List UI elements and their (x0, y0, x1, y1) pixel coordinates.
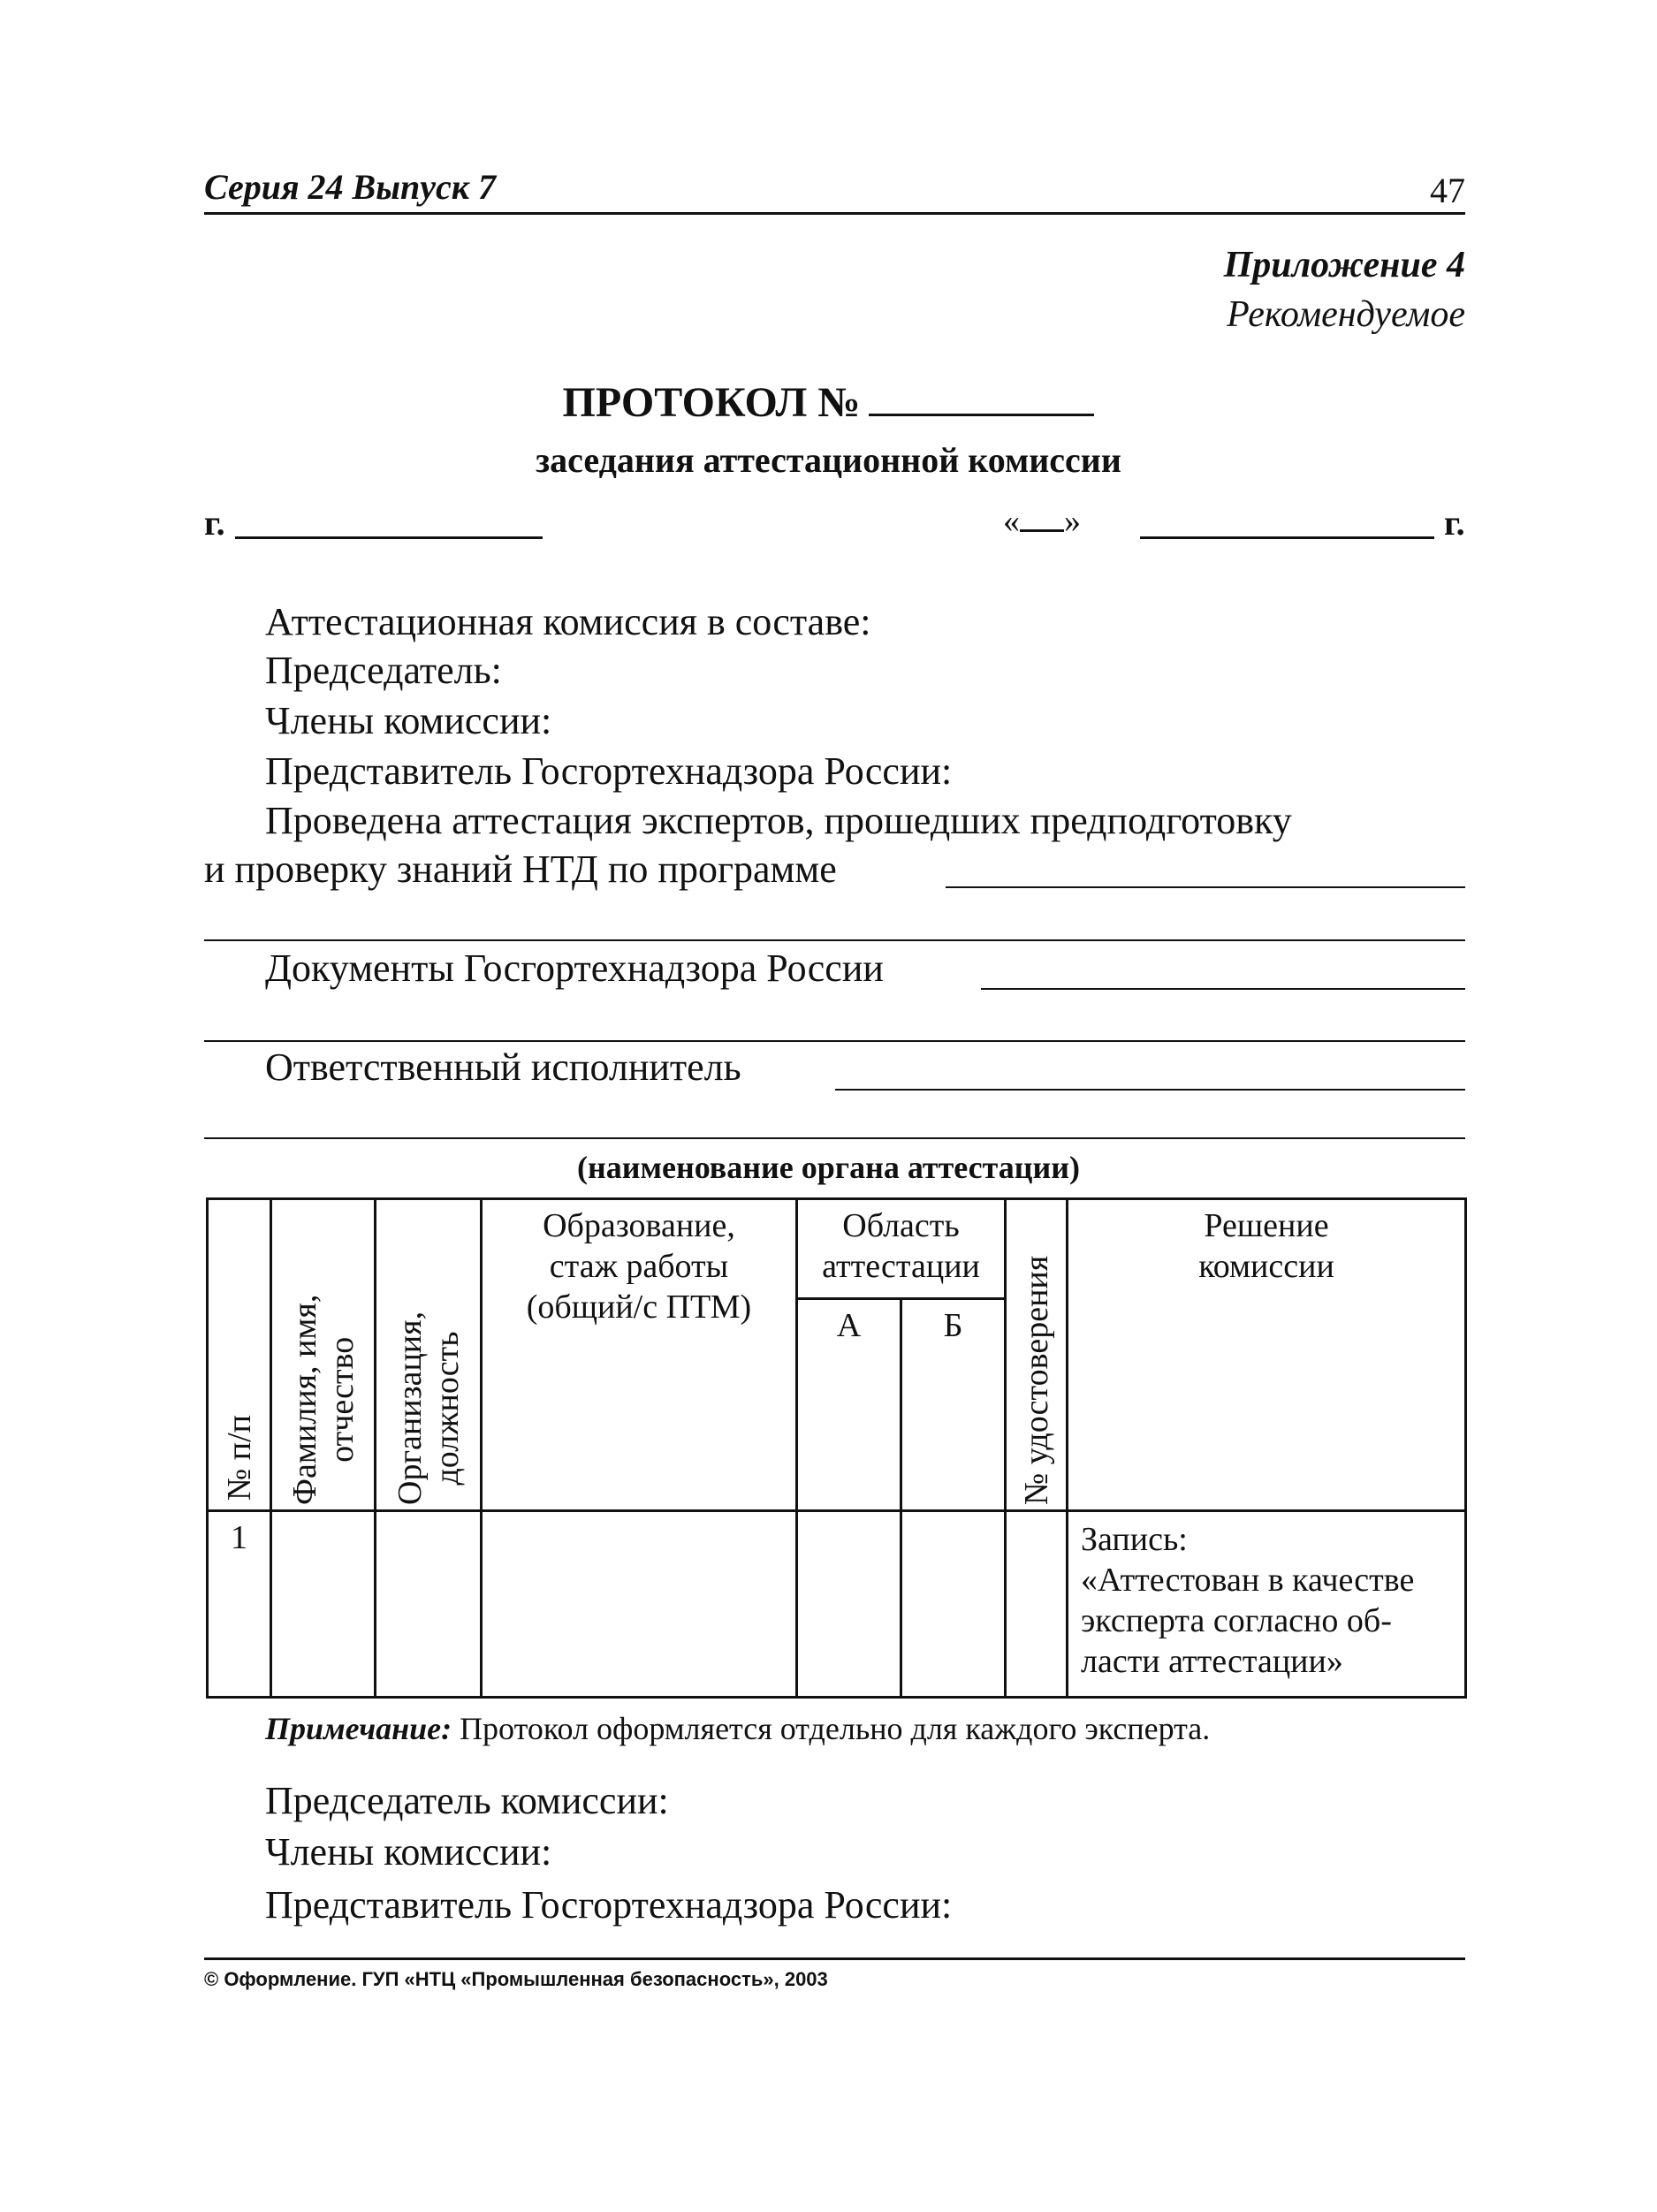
row-decision-line4: ласти аттестации» (1081, 1643, 1343, 1680)
note-label: Примечание: (265, 1711, 452, 1746)
attestation-body-blank[interactable] (204, 1137, 1465, 1139)
header-education (482, 1199, 797, 1511)
header-org-line1: Организация, (391, 1311, 429, 1505)
protocol-subtitle: заседания аттестационной комиссии (536, 440, 1121, 480)
appendix-status: Рекомендуемое (1227, 294, 1465, 335)
header-org-line2: должность (428, 1331, 466, 1486)
note (265, 1710, 1210, 1747)
row-decision-line2: «Аттестован в качестве (1081, 1562, 1415, 1599)
row-area-b-cell[interactable] (901, 1511, 1006, 1698)
city-prefix: г. (204, 503, 225, 543)
signature-members: Члены комиссии: (265, 1830, 552, 1874)
conducted-line-2: и проверку знаний НТД по программе (204, 848, 837, 891)
chairman-line: Председатель: (265, 649, 502, 692)
responsible-blank[interactable] (835, 1089, 1465, 1091)
documents-blank-2[interactable] (204, 1040, 1465, 1042)
row-num: 1 (208, 1511, 271, 1698)
year-suffix: г. (1444, 503, 1465, 543)
header-num (208, 1199, 271, 1511)
commission-line: Аттестационная комиссия в составе: (265, 600, 871, 643)
month-blank[interactable] (1140, 536, 1434, 539)
header-area (797, 1199, 1006, 1299)
program-blank-2[interactable] (204, 939, 1465, 941)
header-area-a: А (797, 1298, 901, 1510)
header-divider (204, 212, 1465, 215)
copyright-footer: © Оформление. ГУП «НТЦ «Промышленная безопасность», 2003 (204, 1968, 828, 1990)
header-cert (1006, 1199, 1068, 1511)
row-cert-cell[interactable] (1006, 1511, 1068, 1698)
header-fio-line2: отчество (323, 1336, 361, 1463)
protocol-table (206, 1197, 1467, 1699)
appendix-block (1224, 240, 1465, 339)
day-field (1003, 502, 1081, 541)
header-area-line2: аттестации (822, 1248, 980, 1285)
header-fio (271, 1199, 376, 1511)
note-text: Протокол оформляется отдельно для каждого эксперта. (452, 1711, 1211, 1746)
header-education-line1: Образование, (543, 1207, 735, 1244)
row-decision-line3: эксперта согласно об- (1081, 1602, 1392, 1639)
header-decision-line2: комиссии (1198, 1248, 1334, 1285)
row-org-cell[interactable] (376, 1511, 482, 1698)
program-blank[interactable] (946, 886, 1465, 888)
row-decision-cell (1068, 1511, 1466, 1698)
header-decision-line1: Решение (1204, 1207, 1329, 1244)
city-blank[interactable] (235, 536, 543, 539)
header-org (376, 1199, 482, 1511)
quote-open: « (1003, 503, 1020, 540)
footer-divider (204, 1957, 1465, 1960)
table-row (208, 1511, 1466, 1698)
appendix-number: Приложение 4 (1223, 245, 1465, 285)
page-number: 47 (1430, 171, 1465, 210)
documents-line: Документы Госгортехнадзора России (265, 946, 884, 990)
conducted-line-1: Проведена аттестация экспертов, прошедших предподготовку (265, 799, 1292, 842)
header-education-line2: стаж работы (549, 1248, 729, 1285)
row-education-cell[interactable] (482, 1511, 797, 1698)
header-num-text: № п/п (220, 1415, 258, 1501)
protocol-number-blank[interactable] (869, 378, 1094, 416)
row-fio-cell[interactable] (271, 1511, 376, 1698)
protocol-title-text: ПРОТОКОЛ № (562, 379, 861, 426)
signature-chairman: Председатель комиссии: (265, 1779, 669, 1822)
representative-line: Представитель Госгортехнадзора России: (265, 749, 953, 793)
header-decision (1068, 1199, 1466, 1511)
header-area-b: Б (901, 1298, 1006, 1510)
attestation-body-caption: (наименование органа аттестации) (576, 1150, 1080, 1185)
header-fio-line1: Фамилия, имя, (285, 1294, 323, 1505)
members-line: Члены комиссии: (265, 699, 552, 742)
series-label: Серия 24 Выпуск 7 (204, 167, 497, 207)
signature-representative: Представитель Госгортехнадзора России: (265, 1883, 953, 1927)
header-cert-text: № удостоверения (1017, 1255, 1055, 1505)
header-education-line3: (общий/с ПТМ) (526, 1288, 752, 1326)
documents-blank[interactable] (981, 988, 1465, 990)
row-decision-line1: Запись: (1081, 1521, 1188, 1558)
row-area-a-cell[interactable] (797, 1511, 901, 1698)
responsible-line: Ответственный исполнитель (265, 1045, 741, 1089)
day-blank[interactable] (1020, 503, 1064, 532)
header-area-line1: Область (842, 1207, 960, 1244)
protocol-title (0, 378, 1657, 427)
quote-close: » (1064, 503, 1081, 540)
